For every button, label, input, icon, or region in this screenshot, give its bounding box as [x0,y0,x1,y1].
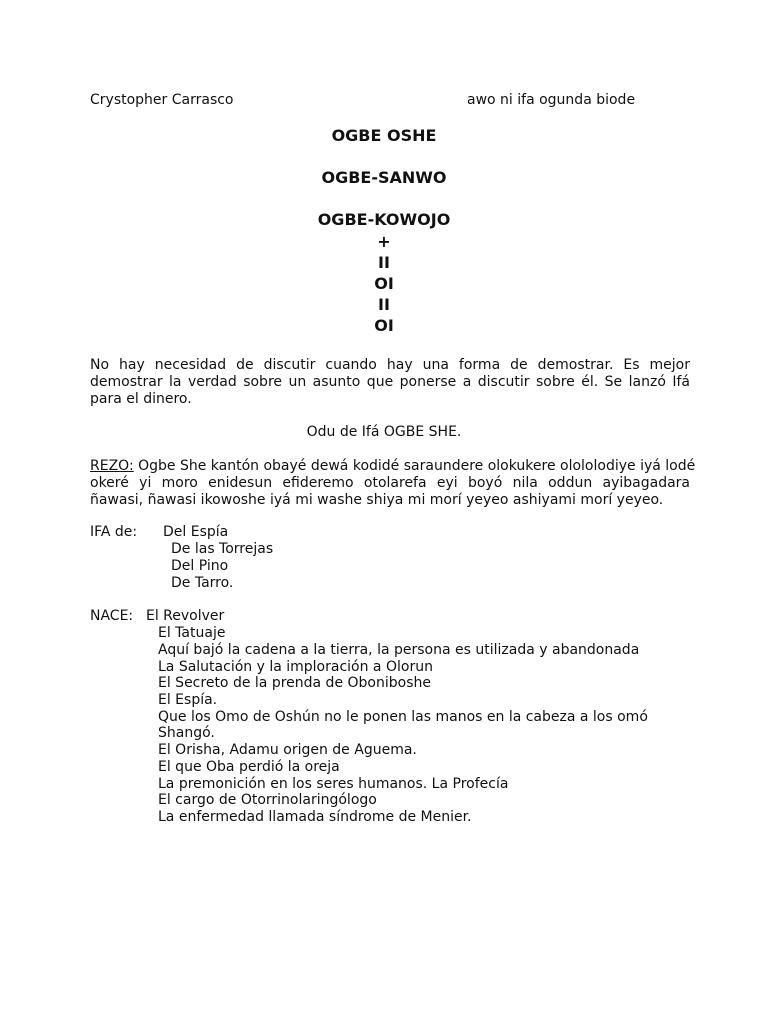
page-header [90,92,660,112]
nace-item: El que Oba perdió la oreja [158,759,340,775]
odu-heading: Odu de Ifá OGBE SHE. [306,424,462,440]
intro-line: demostrar la verdad sobre un asunto que ponerse a discutir sobre él. Se lanzó Ifá [90,374,690,390]
odu-sign-line-5: OI [374,316,394,335]
intro-paragraph [90,357,690,408]
nace-item: La premonición en los seres humanos. La Profecía [158,776,509,792]
odu-sign-line-3: OI [374,274,394,293]
nace-item: Shangó. [158,725,215,741]
rezo-line-1 [90,458,696,475]
ifa-item: Del Pino [171,558,229,574]
ifa-item: De Tarro. [171,575,234,591]
nace-label: NACE: [90,608,134,624]
nace-item: El Secreto de la prenda de Oboniboshe [158,675,431,691]
nace-item: El Revolver [146,608,225,624]
rezo-line: okeré yi moro enidesun efideremo otolarefa eyi boyó nila oddun ayibagadara [90,475,690,491]
rezo-paragraph [90,458,696,509]
intro-line: para el dinero. [90,391,192,407]
odu-sign-line-4: II [378,295,390,314]
intro-line: No hay necesidad de discutir cuando hay una forma de demostrar. Es mejor [90,357,690,373]
ifa-item: De las Torrejas [171,541,274,557]
rezo-text: Ogbe She kantón obayé dewá kodidé saraundere olokukere olololodiye iyá lodé [133,458,696,474]
nace-item: La enfermedad llamada síndrome de Menier. [158,809,472,825]
nace-item: El cargo de Otorrinolaringólogo [158,792,377,808]
title-ogbe-oshe: OGBE OSHE [331,126,437,145]
header-right-text: awo ni ifa ogunda biode [467,92,636,108]
rezo-line: ñawasi, ñawasi ikowoshe iyá mi washe shiya mi morí yeyeo ashiyami morí yeyeo. [90,492,664,508]
ifa-label: IFA de: [90,524,138,540]
nace-item: El Orisha, Adamu origen de Aguema. [158,742,417,758]
author-name: Crystopher Carrasco [90,92,234,108]
nace-item: El Tatuaje [158,625,226,641]
rezo-label: REZO: [90,458,134,474]
odu-sign-line-2: II [378,253,390,272]
nace-item: Que los Omo de Oshún no le ponen las manos en la cabeza a los omó [158,709,648,725]
nace-item: El Espía. [158,692,218,708]
title-ogbe-sanwo: OGBE-SANWO [321,168,447,187]
title-ogbe-kowojo: OGBE-KOWOJO [317,210,451,229]
nace-item: La Salutación y la imploración a Olorun [158,659,433,675]
odu-sign-line-1: + [377,232,391,251]
ifa-item: Del Espía [163,524,229,540]
nace-item: Aquí bajó la cadena a la tierra, la persona es utilizada y abandonada [158,642,640,658]
